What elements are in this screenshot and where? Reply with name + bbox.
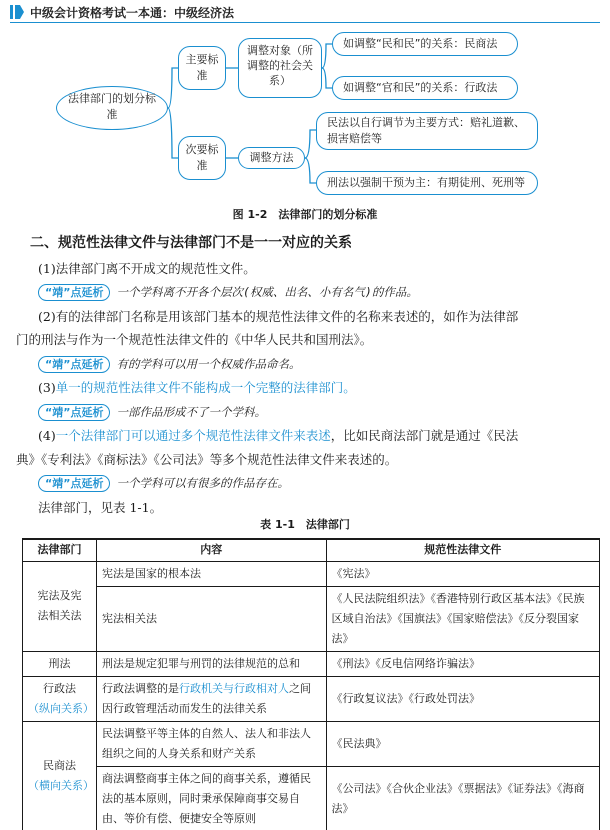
note-4: “靖”点延析 一个学科可以有很多的作品存在。 — [38, 471, 600, 496]
table-row — [23, 676, 600, 721]
figure-caption: 图 1-2 法律部门的划分标准 — [232, 208, 378, 221]
classification-diagram — [0, 28, 610, 203]
secondary-standard-node: 次要标准 — [178, 136, 226, 180]
docs-cell: 《刑法》《反电信网络诈骗法》 — [326, 651, 599, 676]
note-2: “靖”点延析 有的学科可以用一个权威作品命名。 — [38, 352, 600, 377]
content-cell: 宪法是国家的根本法 — [96, 561, 326, 586]
civil-method-node: 民法以自行调节为主要方式：赔礼道歉、损害赔偿等 — [316, 112, 538, 150]
table-row — [23, 561, 600, 586]
note-1: “靖”点延析 一个学科离不开各个层次(权威、出名、小有名气)的作品。 — [38, 280, 600, 305]
insight-tag: “靖”点延析 — [38, 404, 110, 421]
adjustment-object-node: 调整对象（所调整的社会关系） — [238, 38, 322, 98]
table-row — [23, 766, 600, 830]
paragraph-3: (3)单一的规范性法律文件不能构成一个完整的法律部门。 — [38, 380, 356, 395]
paragraph-4-cont: 典》《专利法》《商标法》《公司法》等多个规范性法律文件来表述的。 — [16, 451, 398, 467]
content-cell: 商法调整商事主体之间的商事关系，遵循民法的基本原则，同时秉承保障商事交易自由、等价有偿、便捷安全等原则 — [96, 766, 326, 830]
column-header: 内容 — [96, 539, 326, 561]
column-header: 法律部门 — [23, 539, 97, 561]
law-name-cell: 行政法 （纵向关系） — [23, 676, 97, 721]
criminal-method-node: 刑法以强制干预为主：有期徒刑、死刑等 — [316, 171, 538, 195]
insight-tag: “靖”点延析 — [38, 284, 110, 301]
content-cell: 刑法是规定犯罪与刑罚的法律规范的总和 — [96, 651, 326, 676]
page-header — [10, 4, 600, 22]
root-node: 法律部门的划分标准 — [56, 86, 168, 130]
paragraph-4: (4)一个法律部门可以通过多个规范性法律文件来表述，比如民商法部门就是通过《民法 — [38, 428, 519, 443]
docs-cell: 《宪法》 — [326, 561, 599, 586]
primary-standard-node: 主要标准 — [178, 46, 226, 90]
header-marker-icon — [10, 5, 24, 19]
insight-tag: “靖”点延析 — [38, 356, 110, 373]
table-caption: 表 1-1 法律部门 — [260, 518, 350, 531]
law-name-cell: 刑法 — [23, 651, 97, 676]
docs-cell: 《民法典》 — [326, 721, 599, 766]
content-cell: 民法调整平等主体的自然人、法人和非法人组织之间的人身关系和财产关系 — [96, 721, 326, 766]
insight-tag: “靖”点延析 — [38, 475, 110, 492]
official-relation-node: 如调整“官和民”的关系：行政法 — [332, 76, 518, 100]
docs-cell: 《公司法》《合伙企业法》《票据法》《证券法》《海商法》 — [326, 766, 599, 830]
law-name-cell: 民商法 （横向关系） — [23, 721, 97, 830]
table-row — [23, 721, 600, 766]
table-header-row — [23, 539, 600, 561]
law-name-cell: 宪法及宪法相关法 — [23, 561, 97, 651]
header-title: 中级会计资格考试一本通：中级经济法 — [30, 6, 235, 20]
body-content — [16, 232, 600, 519]
content-cell: 宪法相关法 — [96, 586, 326, 651]
law-departments-table — [22, 538, 600, 830]
section-title: 二、规范性法律文件与法律部门不是一一对应的关系 — [30, 235, 352, 251]
highlight-text: 单一的规范性法律文件不能构成一个完整的法律部门。 — [55, 380, 356, 395]
civil-relation-node: 如调整“民和民”的关系：民商法 — [332, 32, 518, 56]
docs-cell: 《人民法院组织法》《香港特别行政区基本法》《民族区域自治法》《国旗法》《国家赔偿法》《反分裂国家法》 — [326, 586, 599, 651]
paragraph-2: (2)有的法律部门名称是用该部门基本的规范性法律文件的名称来表述的，如作为法律部 — [38, 308, 519, 324]
paragraph-1: (1)法律部门离不开成文的规范性文件。 — [38, 260, 256, 276]
docs-cell: 《行政复议法》《行政处罚法》 — [326, 676, 599, 721]
paragraph-5: 法律部门，见表 1-1。 — [38, 499, 163, 515]
relation-type-label: （纵向关系） — [28, 701, 94, 715]
column-header: 规范性法律文件 — [326, 539, 599, 561]
content-cell: 行政法调整的是行政机关与行政相对人之间因行政管理活动而发生的法律关系 — [96, 676, 326, 721]
table-row — [23, 586, 600, 651]
adjustment-method-node: 调整方法 — [238, 147, 305, 169]
highlight-text: 行政机关与行政相对人 — [178, 681, 289, 695]
table-row — [23, 651, 600, 676]
note-3: “靖”点延析 一部作品形成不了一个学科。 — [38, 400, 600, 425]
paragraph-2-cont: 门的刑法与作为一个规范性法律文件的《中华人民共和国刑法》。 — [16, 332, 373, 347]
header-divider — [10, 22, 600, 23]
highlight-text: 一个法律部门可以通过多个规范性法律文件来表述 — [55, 428, 331, 443]
relation-type-label: （横向关系） — [28, 779, 94, 792]
